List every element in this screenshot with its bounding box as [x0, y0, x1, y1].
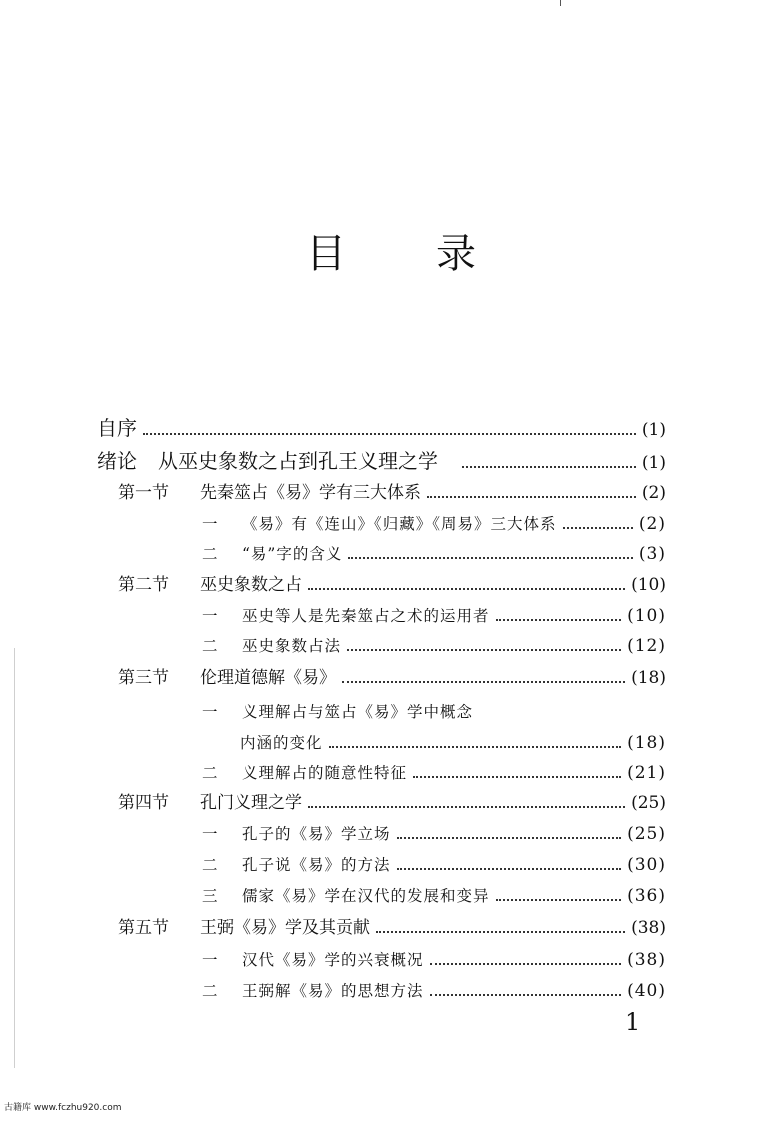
- dot-leader: [427, 496, 636, 498]
- toc-entry-subsection[interactable]: [202, 979, 666, 1003]
- toc-text: 孔子说《易》的方法: [242, 856, 391, 874]
- dot-leader: [348, 557, 633, 559]
- toc-text: 王弼《易》学及其贡献: [200, 918, 370, 938]
- toc-entry-subsection[interactable]: [202, 761, 666, 785]
- toc-page: (10): [627, 606, 666, 626]
- dot-leader: [347, 649, 621, 651]
- toc-label: 绪论: [97, 449, 137, 473]
- dot-leader: [397, 837, 622, 839]
- toc-section-label: 第五节: [118, 918, 169, 938]
- toc-page: (40): [627, 981, 666, 1001]
- toc-text: 儒家《易》学在汉代的发展和变异: [242, 887, 490, 905]
- toc-page: (12): [627, 636, 666, 656]
- dot-leader: [308, 588, 625, 590]
- toc-page: (21): [627, 763, 666, 783]
- dot-leader: [143, 433, 636, 435]
- toc-entry-section[interactable]: [118, 916, 666, 940]
- dot-leader: [342, 681, 625, 683]
- dot-leader: [308, 806, 625, 808]
- toc-page: (30): [627, 855, 666, 875]
- scan-edge-line: [14, 648, 15, 1068]
- dot-leader: [329, 746, 622, 748]
- toc-text: 伦理道德解《易》: [200, 668, 336, 688]
- title-char-1: 目: [306, 231, 348, 277]
- dot-leader: [563, 527, 633, 529]
- dot-leader: [496, 619, 622, 621]
- toc-section-label: 第三节: [118, 668, 169, 688]
- dot-leader: [376, 931, 625, 933]
- dot-leader: [496, 899, 622, 901]
- toc-page: (2): [638, 514, 666, 534]
- toc-page: (18): [627, 733, 666, 753]
- toc-text: 巫史象数占法: [242, 637, 342, 655]
- toc-subsection-number: 三: [202, 887, 219, 905]
- dot-leader: [462, 466, 636, 468]
- toc-text: 从巫史象数之占到孔王义理之学: [158, 449, 438, 473]
- toc-text: 先秦筮占《易》学有三大体系: [200, 483, 421, 503]
- toc-subsection-number: 一: [202, 515, 219, 533]
- toc-entry-subsection[interactable]: [202, 884, 666, 908]
- toc-text: 《易》有《连山》《归藏》《周易》三大体系: [242, 515, 557, 533]
- toc-entry-section[interactable]: [118, 573, 666, 597]
- toc-subsection-number: 二: [202, 637, 219, 655]
- toc-entry-section[interactable]: [118, 481, 666, 505]
- toc-text: “易”字的含义: [242, 545, 343, 563]
- toc-entry-subsection[interactable]: [202, 634, 666, 658]
- toc-section-label: 第二节: [118, 575, 169, 595]
- toc-page: (10): [631, 575, 666, 595]
- toc-text: 孔门义理之学: [200, 793, 302, 813]
- toc-label: 自序: [97, 416, 137, 440]
- toc-text: 义理解占与筮占《易》学中概念: [242, 703, 474, 721]
- toc-section-label: 第一节: [118, 483, 169, 503]
- toc-page: (1): [641, 420, 666, 440]
- toc-text: 义理解占的随意性特征: [242, 764, 408, 782]
- toc-text: 巫史等人是先秦筮占之术的运用者: [242, 607, 490, 625]
- toc-page: (1): [641, 453, 666, 473]
- toc-text: 内涵的变化: [240, 734, 323, 752]
- watermark: 古籍库 www.fczhu920.com: [4, 1103, 122, 1113]
- toc-entry-subsection[interactable]: [202, 700, 666, 724]
- toc-text: 孔子的《易》学立场: [242, 825, 391, 843]
- toc-page: (38): [627, 950, 666, 970]
- toc-section-label: 第四节: [118, 793, 169, 813]
- toc-entry-subsection[interactable]: [202, 512, 666, 536]
- dot-leader: [397, 868, 622, 870]
- dot-leader: [430, 994, 622, 996]
- toc-subsection-number: 一: [202, 703, 219, 721]
- toc-entry-continuation[interactable]: [240, 731, 666, 755]
- toc-entry-subsection[interactable]: [202, 948, 666, 972]
- toc-subsection-number: 二: [202, 764, 219, 782]
- toc-entry-subsection[interactable]: [202, 542, 666, 566]
- toc-entry-introduction[interactable]: [97, 449, 666, 475]
- toc-entry-subsection[interactable]: [202, 822, 666, 846]
- toc-subsection-number: 二: [202, 545, 219, 563]
- toc-subsection-number: 一: [202, 607, 219, 625]
- toc-subsection-number: 一: [202, 951, 219, 969]
- toc-page: (3): [638, 544, 666, 564]
- page-number: 1: [625, 1008, 641, 1036]
- toc-subsection-number: 二: [202, 982, 219, 1000]
- toc-page: (25): [627, 824, 666, 844]
- toc-entry-preface[interactable]: [97, 416, 666, 442]
- toc-entry-subsection[interactable]: [202, 853, 666, 877]
- toc-subsection-number: 二: [202, 856, 219, 874]
- toc-text: 汉代《易》学的兴衰概况: [242, 951, 424, 969]
- dot-leader: [430, 963, 622, 965]
- toc-page: (36): [627, 886, 666, 906]
- toc-entry-section[interactable]: [118, 666, 666, 690]
- toc-page: (18): [631, 668, 666, 688]
- toc-text: 王弼解《易》的思想方法: [242, 982, 424, 1000]
- toc-page: (25): [631, 793, 666, 813]
- title-char-2: 录: [436, 231, 478, 277]
- toc-text: 巫史象数之占: [200, 575, 302, 595]
- toc-entry-subsection[interactable]: [202, 604, 666, 628]
- toc-entry-section[interactable]: [118, 791, 666, 815]
- toc-page: (2): [641, 483, 666, 503]
- toc-page: (38): [631, 918, 666, 938]
- toc-subsection-number: 一: [202, 825, 219, 843]
- dot-leader: [413, 776, 621, 778]
